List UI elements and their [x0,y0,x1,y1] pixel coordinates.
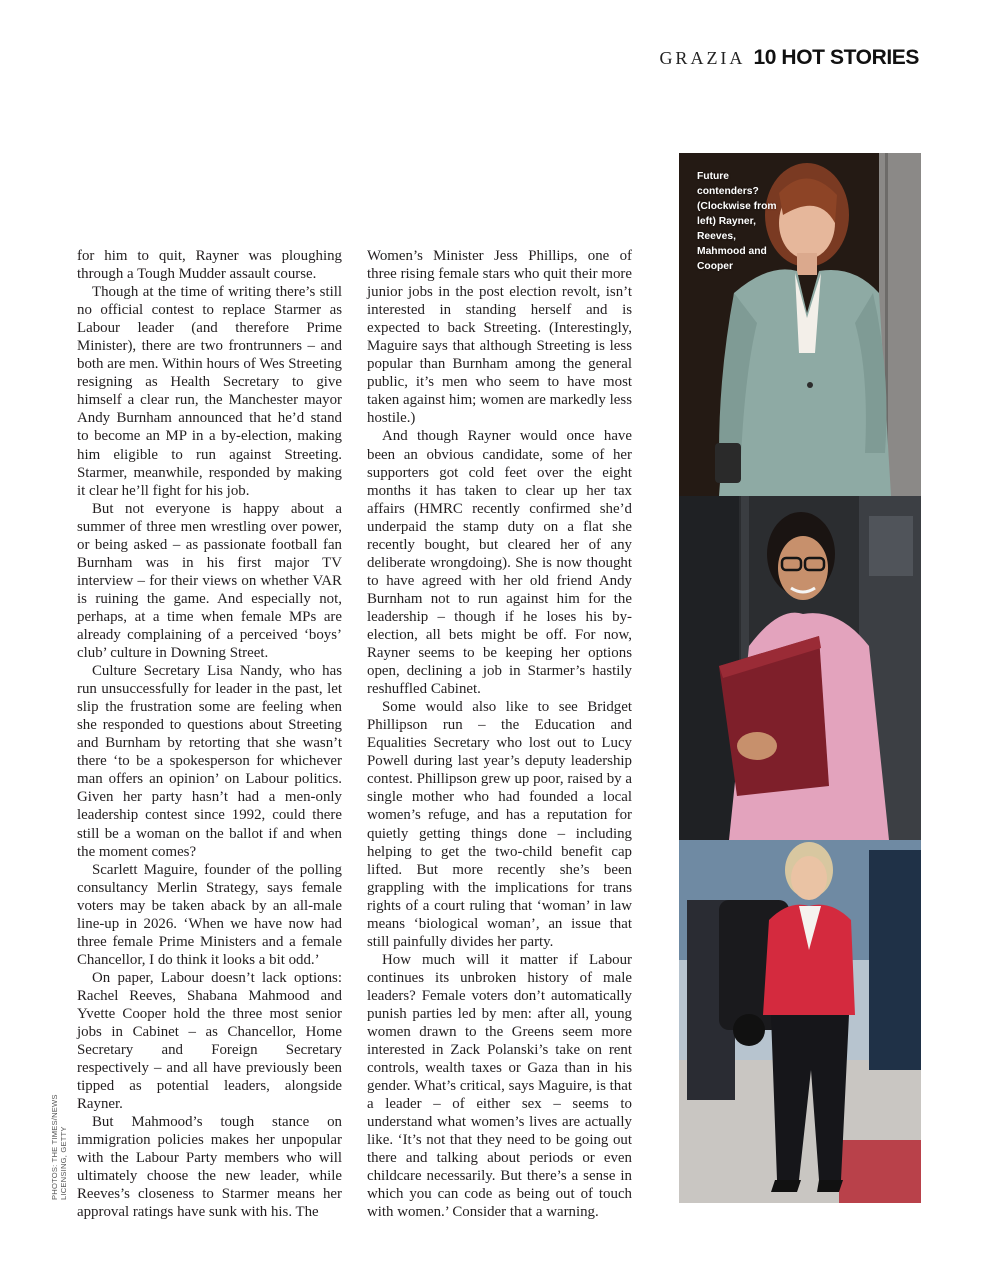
paragraph: Women’s Minister Jess Phillips, one of three rising female stars who quit their more junior jobs in the post election revolt, isn’t interested in standing herself and is expected to back Streeting. (Interestingly, Maguire says that although Streeting is less popular than Burnham among the general public, it’s men who seem to have most taken against him; women are markedly less hostile.) [367,248,632,427]
photo-credit-line: PHOTOS: THE TIMES/NEWS [50,1094,59,1200]
paragraph: But Mahmood’s tough stance on immigration policies makes her unpopular with the Labour Party members who will ultimately choose the new leader, while Reeves’s closeness to Starmer means her approval ratings have sunk with his. The [77,1114,342,1221]
paragraph: And though Rayner would once have been an obvious candidate, some of her supporters got cold feet over the eight months it has taken to clear up her tax affairs (HMRC recently confirmed she’d underpaid the stamp duty on a flat she recently bought, but cleared her of any deliberate wrongdoing). She is now thought to have agreed with her old friend Andy Burnham not to run against him for the leadership – though if he loses his by-election, all bets might be off. For now, Rayner seems to be keeping her options open, declining a job in Starmer’s hastily reshuffled Cabinet. [367,428,632,698]
photo-rayner [679,153,921,496]
photo-cooper-image [679,840,921,1203]
paragraph: Some would also like to see Bridget Phillipson run – the Education and Equalities Secretary who lost out to Lucy Powell during last year’s deputy leadership contest. Phillipson grew up poor, raised by a single mother who had founded a local women’s refuge, and has a reputation for quietly getting things done – including helping to get the two-child benefit cap lifted. But more recently she’s been grappling with the implications for trans rights of a court ruling that ‘woman’ in law means ‘biological woman’, an issue that still painfully divides her party. [367,699,632,950]
paragraph: for him to quit, Rayner was ploughing through a Tough Mudder assault course. [77,248,342,283]
article-column-2 [367,247,632,1222]
photo-caption: Future contenders? (Clockwise from left) Rayner, Reeves, Mahmood and Cooper [697,171,777,272]
photo-mahmood-image [679,496,921,840]
page-header [659,46,919,70]
magazine-brand: GRAZIA [659,48,746,68]
paragraph: Culture Secretary Lisa Nandy, who has run unsuccessfully for leader in the past, let slip the frustration some are feeling when she responded to questions about Streeting and Burnham by retorting that she wasn’t there ‘to be a spokesperson for whichever man offers an opinion’ on Labour politics. Given her party hasn’t had a men-only leadership contest since 1992, could there still be a woman on the ballot if and when the moment comes? [77,663,342,860]
paragraph: How much will it matter if Labour continues its unbroken history of male leaders? Female voters don’t automatically punish parties led by men: after all, young women drawn to the Greens seem more interested in Zack Polanski’s take on rent controls, wealth taxes or Gaza than in his gender. What’s critical, says Maguire, is that a leader – of either sex – seems to understand what women’s lives are actually like. ‘It’s not that they need to be going out there and talking about periods or even childcare necessarily. But there’s a sense in which you can code as being out of touch with women.’ Consider that a warning. [367,951,632,1221]
photo-strip [679,153,921,1203]
photo-mahmood [679,496,921,840]
paragraph: Scarlett Maguire, founder of the polling consultancy Merlin Strategy, says female voters may be taken aback by an all-male line-up in 2026. ‘When we have now had three female Prime Ministers and a female Chancellor, I do think it looks a bit odd.’ [77,861,342,968]
paragraph: Though at the time of writing there’s still no official contest to replace Starmer as Labour leader (and therefore Prime Minister), there are two frontrunners – and both are men. Within hours of Wes Streeting resigning as Health Secretary to give himself a clear run, the Manchester mayor Andy Burnham announced that he’d stand to become an MP in a by-election, making him eligible to run against Streeting. Starmer, meanwhile, responded by making it clear he’ll fight for his job. [77,284,342,499]
photo-credit-line: LICENSING, GETTY [59,1126,68,1200]
paragraph: But not everyone is happy about a summer of three men wrestling over power, or being asked – as passionate football fan Burnham was in his first major TV interview – for their views on whether VAR is ruining the game. And especially not, perhaps, at a time when female MPs are already complaining of a perceived ‘boys’ club’ culture in Downing Street. [77,500,342,662]
paragraph: On paper, Labour doesn’t lack options: Rachel Reeves, Shabana Mahmood and Yvette Cooper hold the three most senior jobs in Cabinet – as Chancellor, Home Secretary and Foreign Secretary respectively – and all have previously been tipped as potential leaders, alongside Rayner. [77,969,342,1113]
section-title: 10 HOT STORIES [753,46,919,69]
article-column-1 [77,247,342,1222]
photo-cooper [679,840,921,1203]
photo-credit [50,1094,68,1200]
